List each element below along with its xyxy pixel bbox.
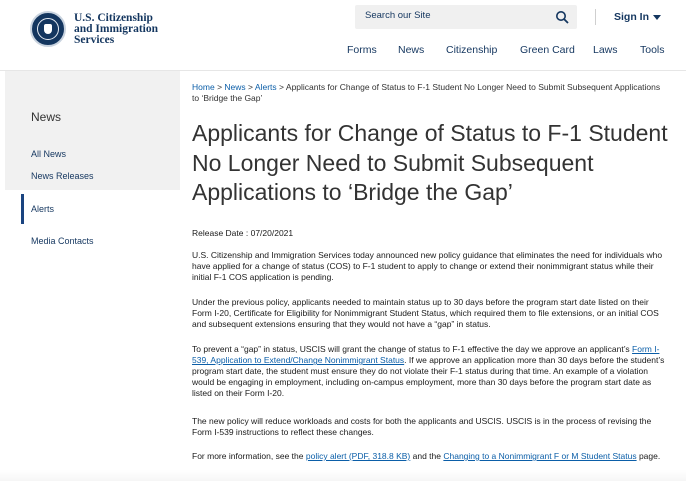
article-paragraph-2: Under the previous policy, applicants needed to maintain status up to 30 days before the program start date listed on their Form I-20, Certificate for Eligibility for Nonimmigrant Student Status, which required them to file extensions, or an initial COS and subsequent extensions ensuring that they would not have a “gap” in status. — [192, 297, 659, 330]
breadcrumb-separator: > — [248, 82, 254, 92]
site-header — [0, 0, 686, 71]
agency-logo-text[interactable] — [74, 13, 158, 46]
search-box[interactable] — [355, 5, 577, 29]
search-input[interactable]: Search our Site — [365, 10, 431, 21]
breadcrumb-current: Applicants for Change of Status to F-1 Student No Longer Need to Submit Subsequent Applications to ‘Bridge the Gap’ — [192, 82, 661, 103]
p3-text-b: . If we approve an application more than 30 days before the student’s program start date, the student must ensure they do not violate their F-1 status during that time. An example of a violation would be engaging in employment, including on-campus employment, more than 30 days before the program start date as listed on their Form I-20. — [192, 355, 665, 399]
bottom-fade — [0, 470, 686, 481]
page-title: Applicants for Change of Status to F-1 Student No Longer Need to Submit Subsequent Applications to ‘Bridge the Gap’ — [192, 120, 668, 205]
nav-green-card[interactable]: Green Card — [520, 44, 575, 56]
nav-laws[interactable]: Laws — [593, 44, 618, 56]
p5-text-c: page. — [636, 451, 661, 461]
main-nav — [0, 44, 686, 60]
sidebar-active-band — [5, 190, 180, 481]
nav-news[interactable]: News — [398, 44, 425, 56]
breadcrumb-separator: > — [279, 82, 284, 92]
breadcrumb-alerts[interactable]: Alerts — [254, 82, 277, 92]
sidebar-title: News — [31, 110, 62, 124]
sidebar-item-media-contacts[interactable]: Media Contacts — [31, 236, 94, 246]
sidebar-active-indicator — [21, 194, 24, 224]
form-i539-link[interactable]: Form I-539, Application to Extend/Change Nonimmigrant Status — [192, 344, 660, 366]
search-icon[interactable] — [555, 10, 569, 24]
sidebar-item-alerts[interactable]: Alerts — [31, 204, 55, 214]
chevron-down-icon — [653, 15, 661, 20]
breadcrumb-separator: > — [217, 82, 223, 92]
agency-line-1: U.S. Citizenship — [74, 12, 153, 24]
nav-forms[interactable]: Forms — [347, 44, 377, 56]
article-paragraph-1: U.S. Citizenship and Immigration Services today announced new policy guidance that eliminates the need for individuals who have applied for a change of status (COS) to F-1 student to apply to change or extend their nonimmigrant status while their initial F-1 COS application is pending. — [192, 250, 663, 283]
breadcrumb-home[interactable]: Home — [192, 82, 215, 92]
article-paragraph-4: The new policy will reduce workloads and costs for both the applicants and USCIS. USCIS is in the process of revising the Form I-539 instructions to reflect these changes. — [192, 416, 652, 438]
header-divider — [595, 9, 596, 25]
sidebar-item-news-releases[interactable]: News Releases — [31, 171, 94, 181]
changing-status-link[interactable]: Changing to a Nonimmigrant F or M Student Status — [443, 451, 637, 461]
article-paragraph-3 — [192, 344, 666, 399]
sidebar-item-all-news[interactable]: All News — [31, 149, 67, 159]
nav-tools[interactable]: Tools — [640, 44, 665, 56]
p5-text-b: and the — [410, 451, 444, 461]
article-paragraph-5 — [192, 451, 666, 462]
breadcrumb-news[interactable]: News — [224, 82, 246, 92]
policy-alert-link[interactable]: policy alert (PDF, 318.8 KB) — [305, 451, 411, 461]
dhs-seal-icon[interactable] — [30, 11, 66, 47]
p5-text-a: For more information, see the — [192, 451, 306, 461]
sign-in-label: Sign In — [614, 11, 649, 23]
agency-line-3: Services — [74, 34, 115, 46]
p3-text-a: To prevent a “gap” in status, USCIS will grant the change of status to F-1 effective the day we approve an applicant’s — [192, 344, 633, 354]
breadcrumb — [192, 82, 662, 104]
nav-citizenship[interactable]: Citizenship — [446, 44, 498, 56]
sign-in-button[interactable] — [614, 11, 661, 23]
agency-line-2: and Immigration — [74, 23, 159, 35]
release-date: Release Date : 07/20/2021 — [192, 228, 294, 238]
